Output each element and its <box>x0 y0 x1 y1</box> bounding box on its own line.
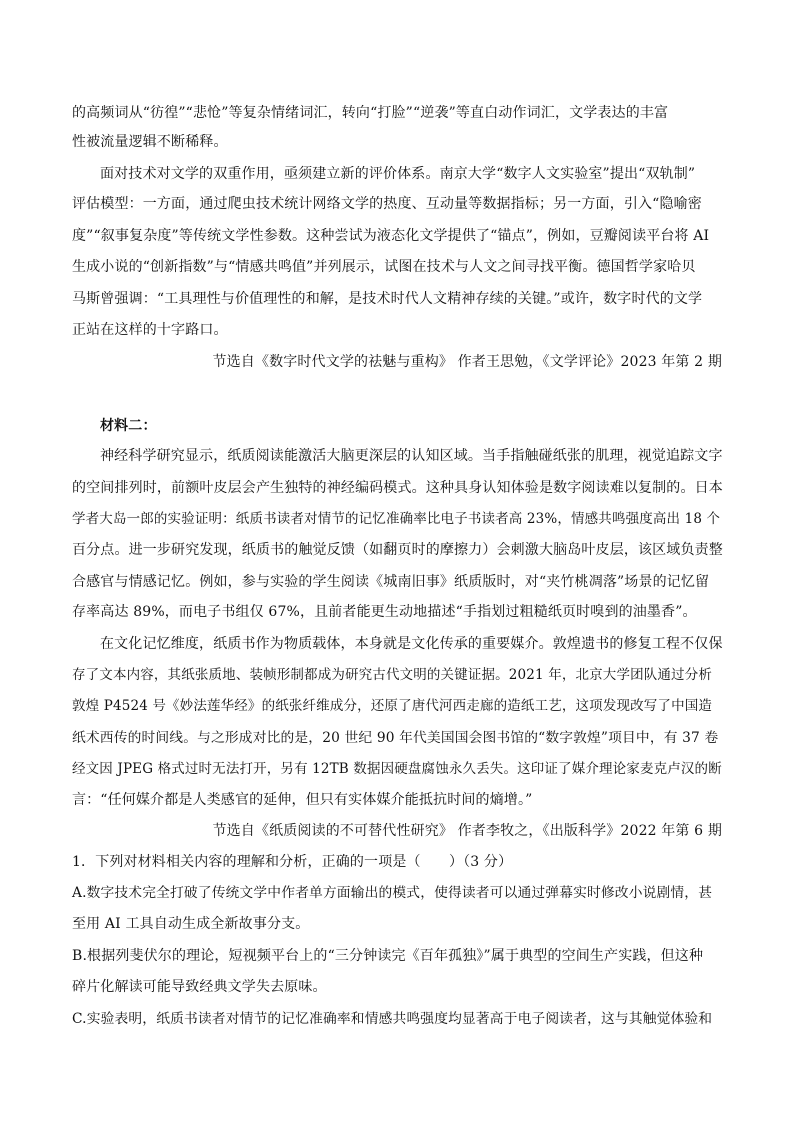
material2-source: 节选自《纸质阅读的不可替代性研究》 作者李牧之，《出版科学》2022 年第 6 期 <box>212 823 722 839</box>
material1-p2-line6: 正站在这样的十字路口。 <box>72 322 228 338</box>
material2-p1-line6: 存率高达 89%，而电子书组仅 67%，且前者能更生动地描述“手指划过粗糙纸页时嗅到的油墨香”。 <box>72 604 697 620</box>
material1-p2-line3: 度”“叙事复杂度”等传统文学性参数。这种尝试为液态化文学提供了“锚点”，例如，豆瓣阅读平台将 AI <box>72 228 710 244</box>
material1-p1-line2: 性被流量逻辑不断稀释。 <box>72 134 228 150</box>
material2-p2-line5: 经文因 JPEG 格式过时无法打开，另有 12TB 数据因硬盘腐蚀永久丢失。这印证了媒介理论家麦克卢汉的断 <box>72 761 722 777</box>
material1-p2-line1: 面对技术对文学的双重作用，亟须建立新的评价体系。南京大学“数字人文实验室”提出“双轨制” <box>100 166 696 182</box>
option-b-line2: 碎片化解读可能导致经典文学失去原味。 <box>72 979 327 995</box>
material2-p2-line1: 在文化记忆维度，纸质书作为物质载体，本身就是文化传承的重要媒介。敦煌遗书的修复工程不仅保 <box>100 636 723 652</box>
option-c-line1: C.实验表明，纸质书读者对情节的记忆准确率和情感共鸣强度均显著高于电子阅读者，这与其触觉体验和 <box>72 1011 713 1027</box>
option-a-line2: 至用 AI 工具自动生成全新故事分支。 <box>72 916 310 932</box>
material2-p2-line6: 言：“任何媒介都是人类感官的延伸，但只有实体媒介能抵抗时间的熵增。” <box>72 792 533 808</box>
material2-p2-line3: 敦煌 P4524 号《妙法莲华经》的纸张纤维成分，还原了唐代河西走廊的造纸工艺，这项发现改写了中国造 <box>72 698 713 714</box>
material1-p2-line4: 生成小说的“创新指数”与“情感共鸣值”并列展示，试图在技术与人文之间寻找平衡。德国哲学家哈贝 <box>72 259 696 275</box>
material2-p1-line3: 学者大岛一郎的实验证明：纸质书读者对情节的记忆准确率比电子书读者高 23%，情感共鸣强度高出 18 个 <box>72 511 721 527</box>
material2-p2-line2: 存了文本内容，其纸张质地、装帧形制都成为研究古代文明的关键证据。2021 年，北京大学团队通过分析 <box>72 667 712 683</box>
option-a-line1: A.数字技术完全打破了传统文学中作者单方面输出的模式，使得读者可以通过弹幕实时修改小说剧情，甚 <box>72 885 713 901</box>
material1-p2-line5: 马斯曾强调：“工具理性与价值理性的和解，是技术时代人文精神存续的关键。”或许，数字时代的文学 <box>72 291 703 307</box>
material1-p1-line1: 的高频词从“彷徨”“悲怆”等复杂情绪词汇，转向“打脸”“逆袭”等直白动作词汇，文学表达的丰富 <box>72 105 669 121</box>
option-b-line1: B.根据列斐伏尔的理论，短视频平台上的“三分钟读完《百年孤独》”属于典型的空间生产实践，但这种 <box>72 948 704 964</box>
material2-p1-line1: 神经科学研究显示，纸质阅读能激活大脑更深层的认知区域。当手指触碰纸张的肌理，视觉追踪文字 <box>100 448 723 464</box>
material2-p1-line4: 百分点。进一步研究发现，纸质书的触觉反馈（如翻页时的摩擦力）会刺激大脑岛叶皮层，该区域负责整 <box>72 542 723 558</box>
material1-p2-line2: 评估模型：一方面，通过爬虫技术统计网络文学的热度、互动量等数据指标；另一方面，引入“隐喻密 <box>72 196 702 212</box>
material2-p2-line4: 纸术西传的时间线。与之形成对比的是，20 世纪 90 年代美国国会图书馆的“数字敦煌”项目中，有 37 卷 <box>72 730 719 746</box>
material2-p1-line5: 合感官与情感记忆。例如，参与实验的学生阅读《城南旧事》纸质版时，对“夹竹桃凋落”场景的记忆留 <box>72 574 710 590</box>
material2-p1-line2: 的空间排列时，前额叶皮层会产生独特的神经编码模式。这种具身认知体验是数字阅读难以复制的。日本 <box>72 480 723 496</box>
material2-heading: 材料二： <box>100 418 157 434</box>
question1-stem: 1．下列对材料相关内容的理解和分析，正确的一项是（ ）（3 分） <box>72 854 513 870</box>
material1-source: 节选自《数字时代文学的祛魅与重构》 作者王思勉，《文学评论》2023 年第 2 期 <box>212 354 722 370</box>
